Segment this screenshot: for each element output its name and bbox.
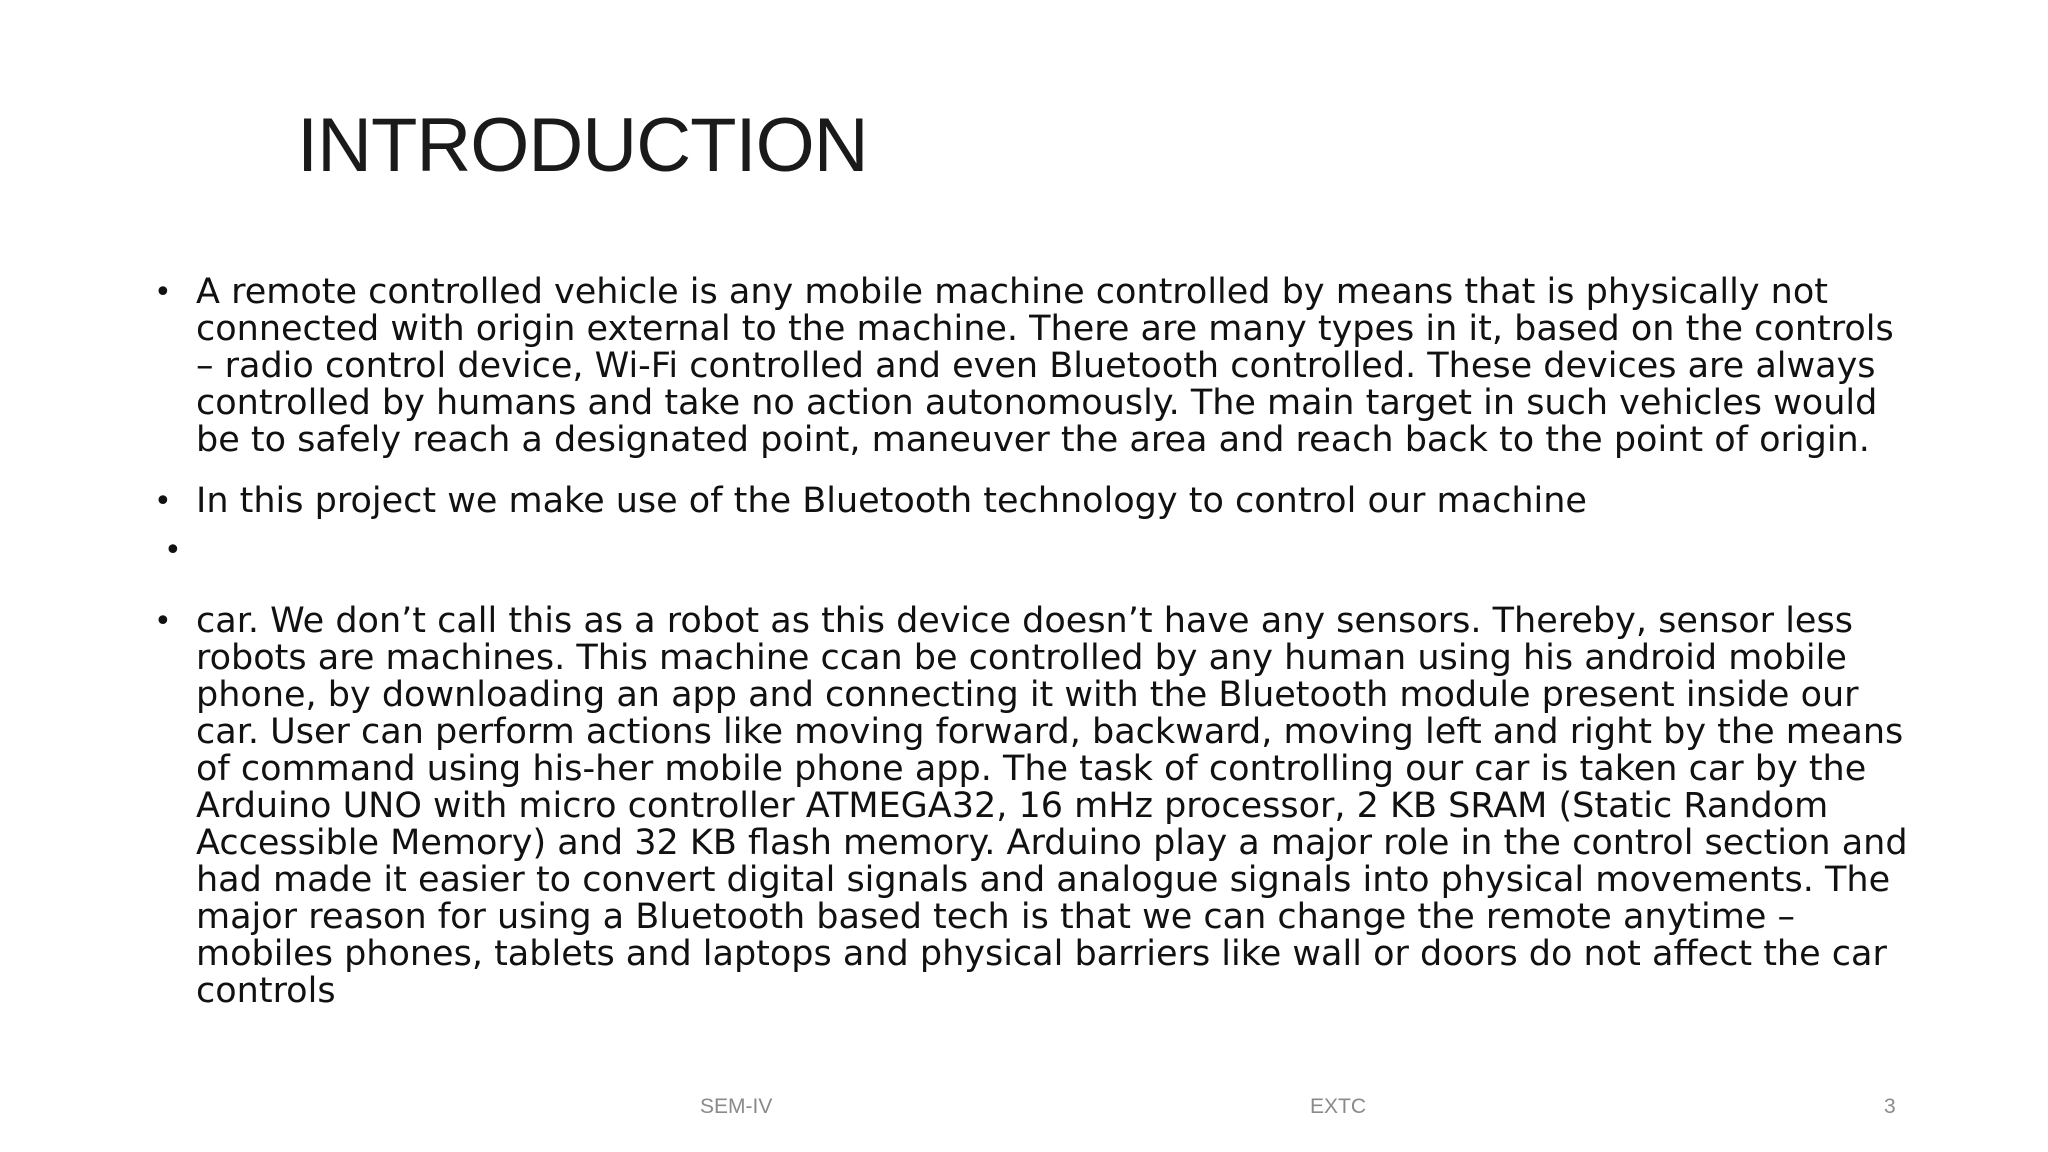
slide-number: 3 <box>1884 1095 1896 1118</box>
slide-title: INTRODUCTION <box>297 103 868 188</box>
footer-department: EXTC <box>1310 1095 1367 1118</box>
bullet-item: • car. We don’t call this as a robot as this device doesn’t have any sensors. Thereby, sensor less robots are machines. This machine ccan be controlled by any human using his android mobile phone, by downloading an app and connecting it with the Bluetooth module present inside our car. User can perform actions like moving forward, backward, moving left and right by the means of command using his-her mobile phone app. The task of controlling our car is taken car by the Arduino UNO with micro controller ATMEGA32, 16 mHz processor, 2 KB SRAM (Static Random Accessible Memory) and 32 KB flash memory. Arduino play a major role in the control section and had made it easier to convert digital signals and analogue signals into physical movements. The major reason for using a Bluetooth based tech is that we can change the remote anytime – mobiles phones, tablets and laptops and physical barriers like wall or doors do not affect the car controls <box>150 603 1910 1010</box>
bullet-list <box>150 274 1910 1010</box>
footer-semester: SEM-IV <box>700 1095 773 1118</box>
bullet-item: • A remote controlled vehicle is any mobile machine controlled by means that is physically not connected with origin external to the machine. There are many types in it, based on the controls – radio control device, Wi-Fi controlled and even Bluetooth controlled. These devices are always controlled by humans and take no action autonomously. The main target in such vehicles would be to safely reach a designated point, maneuver the area and reach back to the point of origin. <box>150 274 1910 459</box>
empty-bullet-item <box>150 532 1910 569</box>
bullet-item: • In this project we make use of the Bluetooth technology to control our machine <box>150 483 1910 520</box>
